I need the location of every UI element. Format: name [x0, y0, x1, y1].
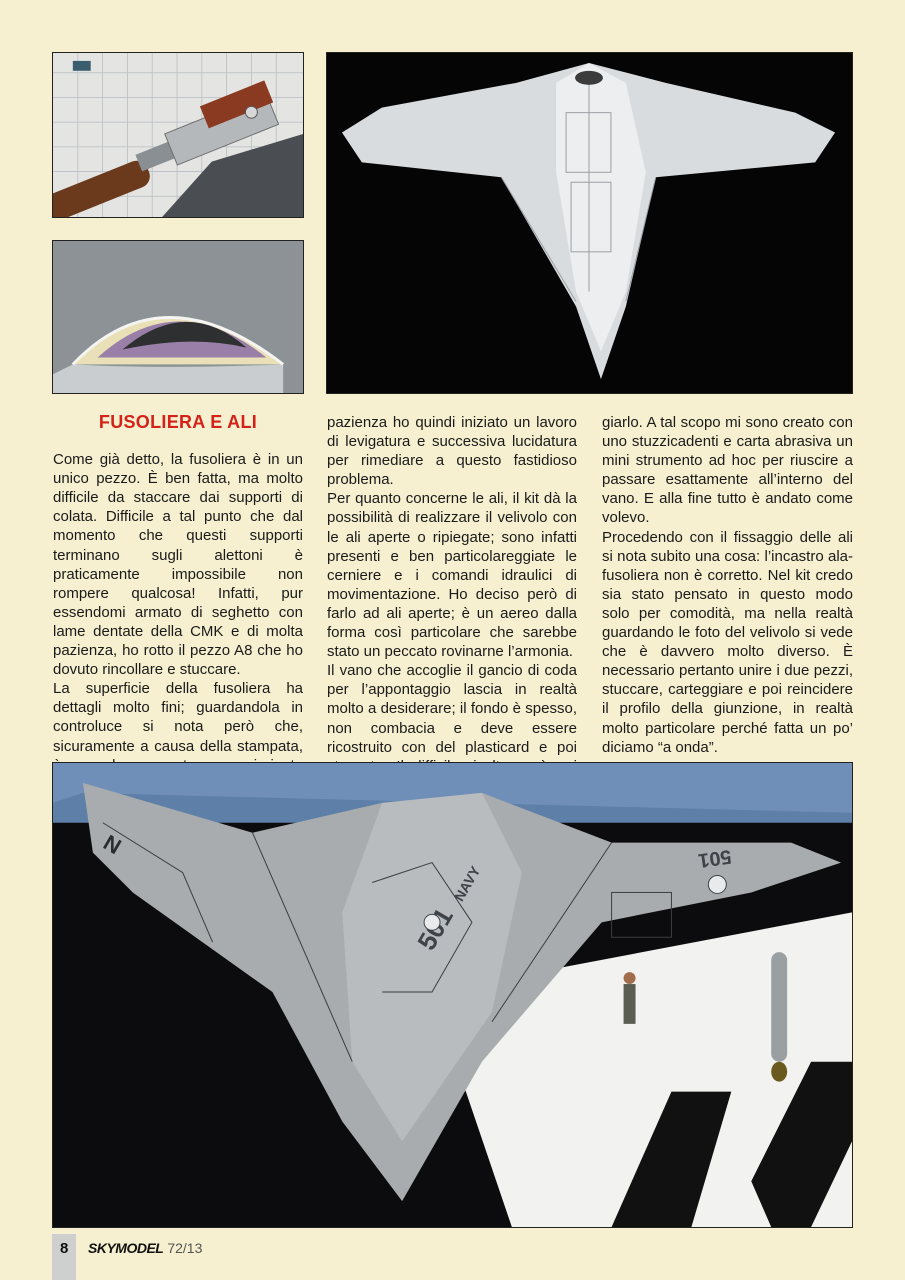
photo-tail-hook-bay — [52, 240, 304, 394]
paragraph: giarlo. A tal scopo mi sono creato con uno stuzzicadenti e carta abrasiva un mini strumento ad hoc per riuscire a passare esattamente all’interno del vano. E alla fine tutto è andato come volevo. — [602, 414, 853, 527]
article-column-3 — [602, 413, 853, 757]
magazine-name: SKYMODEL — [88, 1240, 164, 1256]
paragraph: Il vano che accoglie il gancio di coda per l’appontaggio lascia in realtà molto a desiderare; il fondo è spesso, non combacia e deve essere ricostruito con del plasticard e poi — [327, 662, 577, 756]
wing-tail-code: 501 — [696, 844, 733, 872]
paragraph: Per quanto concerne le ali, il kit dà la possibilità di realizzare il velivolo con le ali aperte o ripiegate; sono infatti presenti e ben particolareggiate le cerniere e i comandi idraulici di movimentazione. Ho deciso però di farlo ad ali aperte; è un aereo dalla forma così particolare che sarebbe stato un peccato rovinarne l’armonia. — [327, 490, 577, 661]
wing-letter-marking: N — [99, 829, 126, 860]
paragraph: La superficie della fusoliera ha dettagli molto fini; guardandola in controluce si nota però che, sicuramente a causa della stampata, — [53, 680, 303, 755]
paragraph: Come già detto, la fusoliera è in un unico pezzo. È ben fatta, ma molto difficile da staccare dai supporti di colata. Difficile a tal punto che dal momento che questi supporti terminano sugli alettoni è praticamente impossibile non rompere qualcosa! Infatti, pur essendomi armato di seghetto con lame dentate della CMK e di molta pazienza, ho rotto il pezzo A8 che ho dovuto rincollare e stuccare. — [53, 451, 303, 679]
paragraph: pazienza ho quindi iniziato un lavoro di levigatura e successiva lucidatura per rimediare a questo fastidioso problema. — [327, 414, 577, 489]
section-heading: FUSOLIERA E ALI — [98, 412, 258, 432]
photo-finished-model-on-deck — [52, 762, 853, 1228]
footer-magazine — [88, 1240, 202, 1256]
photo-saw-cutting — [52, 52, 304, 218]
article-column-1 — [53, 413, 303, 794]
service-marking: NAVY — [450, 863, 484, 904]
issue-number: 72/13 — [167, 1240, 203, 1256]
article-column-2 — [327, 413, 577, 795]
photo-model-top-view — [326, 52, 853, 394]
paragraph: Procedendo con il fissaggio delle ali si nota subito una cosa: l’incastro ala-fusoliera non è corretto. Nel kit credo sia stato pensato in questo modo solo per comodità, ma nella realtà guardando le foto del velivolo si vede che è davvero molto diverso. È necessario pertanto unire i due pezzi, stuccare, carteggiare e poi reincidere il profilo della giunzione, in realtà molto particolare perché fatta un po’ diciamo “a onda”. — [602, 528, 853, 756]
page-number: 8 — [60, 1240, 69, 1257]
